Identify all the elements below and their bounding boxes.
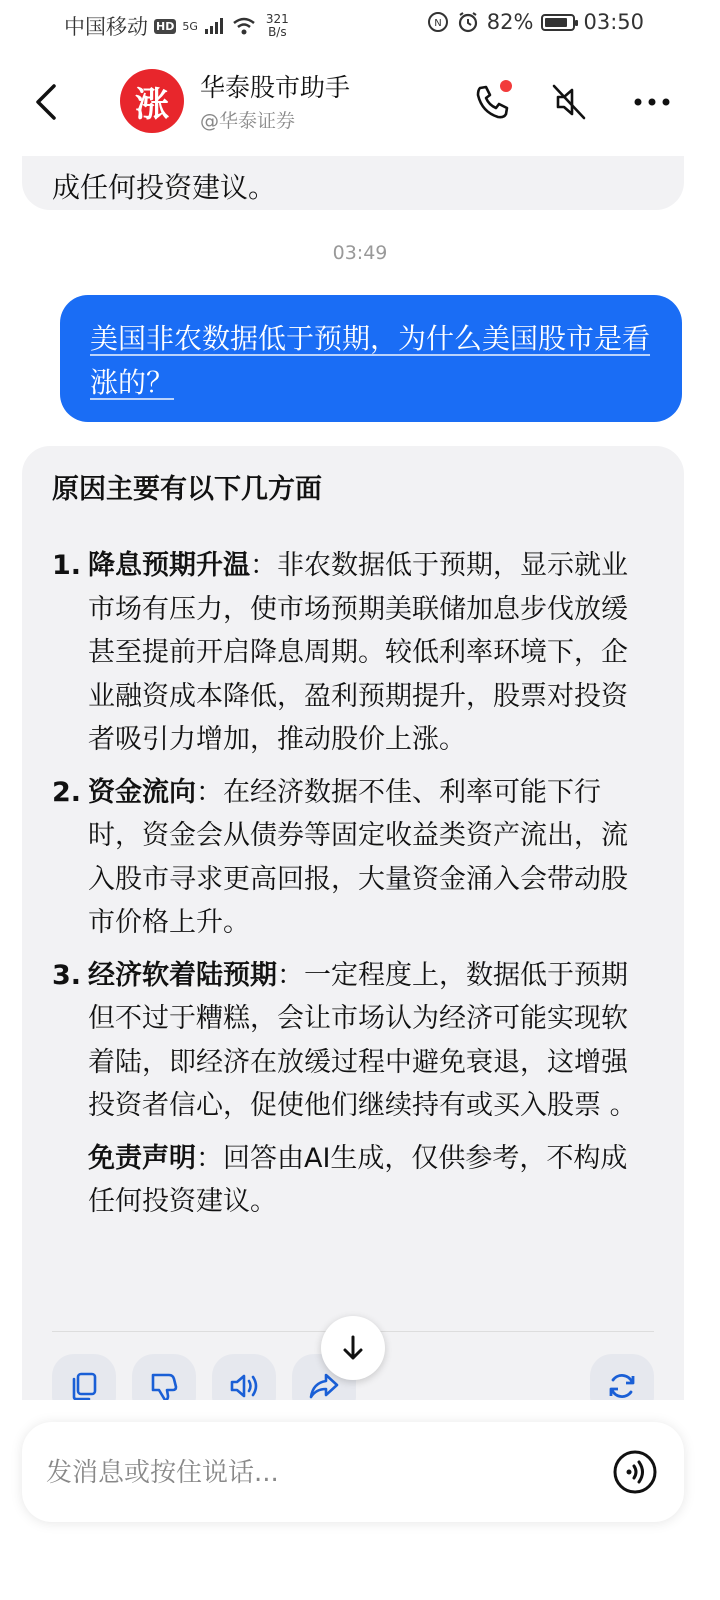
back-button[interactable] [28,80,68,124]
ai-message [22,446,684,1400]
wifi-icon [232,17,256,35]
thumbs-down-icon [147,1369,181,1400]
previous-message-text: 成任何投资建议。 [52,171,277,204]
arrow-down-icon [338,1333,368,1363]
more-horizontal-icon [630,80,674,124]
list-item-number: 3. [52,959,82,991]
ai-reply-list [52,544,654,1128]
disclaimer-title: 免责声明 [88,1142,196,1174]
net-speed-value: 321 [265,12,289,26]
net-speed-unit: B/s [268,25,287,39]
regenerate-icon [605,1369,639,1400]
battery-icon [541,14,575,31]
list-item-body [88,954,654,1128]
list-item [52,544,654,762]
disclaimer-separator: ： [196,1142,223,1174]
list-item-separator: ： [277,959,304,991]
list-item-title: 降息预期升温 [88,550,250,581]
carrier-name: 中国移动 [64,15,148,39]
copy-button[interactable] [52,1354,116,1400]
hd-badge: HD [156,19,175,33]
avatar-text: 涨 [135,84,169,125]
disclaimer-text: 回答由AI生成，仅供参考，不构成任何投资建议。 [88,1142,628,1217]
avatar[interactable] [120,69,184,133]
scroll-to-bottom-button[interactable] [321,1316,385,1380]
read-aloud-button[interactable] [212,1354,276,1400]
message-input-container [22,1422,684,1522]
chevron-left-icon [28,80,68,124]
call-button[interactable] [470,80,514,124]
svg-text:N: N [434,18,442,29]
voice-input-button[interactable] [612,1449,658,1495]
signal-icon [204,17,226,35]
list-item-title: 经济软着陆预期 [88,959,277,991]
ai-reply-heading: 原因主要有以下几方面 [52,474,322,505]
account-handle: @华泰证券 [200,110,296,132]
composer [0,1400,720,1600]
list-item-text: 在经济数据不佳、利率可能下行时，资金会从债券等固定收益类资产流出，流入股市寻求更高回报，大量资金涌入会带动股市价格上升。 [88,776,628,938]
list-item-body [88,771,654,945]
speaker-muted-icon [548,80,592,124]
dislike-button[interactable] [132,1354,196,1400]
user-message-text: 美国非农数据低于预期，为什么美国股市是看涨的？ [90,322,651,399]
list-item [52,954,654,1128]
list-item-body [88,544,654,762]
notification-dot [500,80,512,92]
voice-icon [612,1449,658,1495]
user-message[interactable] [60,295,682,422]
network-type: 5G [182,19,198,33]
net-speed [266,13,289,39]
previous-ai-message [22,156,684,210]
list-item-separator: ： [196,776,223,808]
list-item [52,771,654,945]
mute-button[interactable] [548,80,592,124]
list-item-text: 一定程度上，数据低于预期但不过于糟糕，会让市场认为经济可能实现软着陆，即经济在放缓过程中避免衰退，这增强投资者信心，促使他们继续持有或买入股票 。 [88,959,637,1121]
message-list[interactable] [0,156,720,1400]
disclaimer [88,1137,654,1224]
status-right [427,10,644,34]
status-bar [0,0,720,50]
page-title: 华泰股市助手 [200,73,351,102]
list-item-number: 1. [52,550,82,581]
battery-percent: 82% [486,10,534,34]
chat-header [0,50,720,156]
clock: 03:50 [583,10,644,34]
nfc-icon [427,11,449,33]
list-item-number: 2. [52,776,82,808]
copy-icon [67,1369,101,1400]
speaker-icon [227,1369,261,1400]
list-item-separator: ： [250,550,277,581]
more-button[interactable] [630,80,674,124]
list-item-text: 非农数据低于预期，显示就业市场有压力，使市场预期美联储加息步伐放缓甚至提前开启降息周期。较低利率环境下，企业融资成本降低，盈利预期提升，股票对投资者吸引力增加，推动股价上涨。 [88,550,628,755]
message-timestamp: 03:49 [332,242,388,264]
alarm-icon [457,11,479,33]
message-input[interactable] [44,1446,588,1500]
list-item-title: 资金流向 [88,776,196,808]
regenerate-button[interactable] [590,1354,654,1400]
status-left [64,11,289,41]
